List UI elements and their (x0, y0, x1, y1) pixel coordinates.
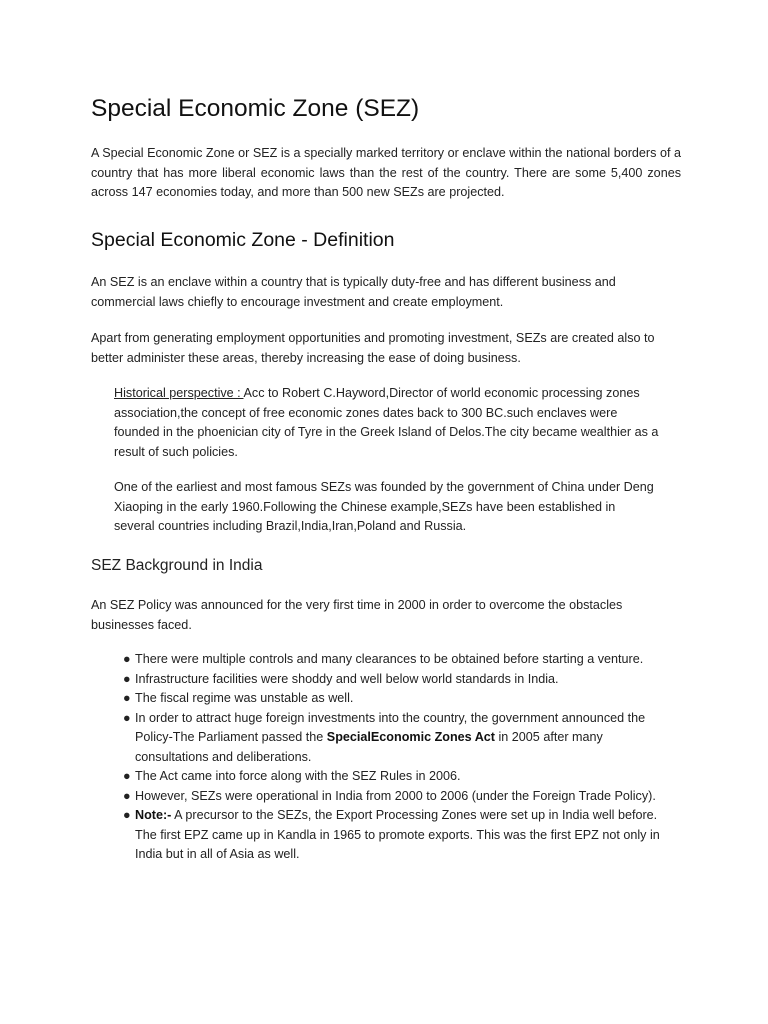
list-item: ● Note:- A precursor to the SEZs, the Export Processing Zones were set up in India well before. The first EPZ came up in Kandla in 1965 to promote exports. This was the first EPZ not only in India but in all of Asia as well. (123, 808, 660, 861)
page-title: Special Economic Zone (SEZ) (91, 95, 420, 122)
historical-label: Historical perspective : (114, 386, 244, 400)
historical-text: Acc to Robert C.Hayword,Director of world economic processing zones association,the concept of free economic zones dates back to 300 BC.such enclaves were founded in the phoenician city of Tyre in the Greek Island of Delos.The city became wealthier as a result of such policies. (114, 386, 659, 459)
definition-paragraph-2: Apart from generating employment opportunities and promoting investment, SEZs are created also to better administer these areas, thereby increasing the ease of doing business. (91, 331, 655, 365)
background-bullet-list (114, 650, 674, 865)
bullet-icon: ● (123, 769, 131, 783)
bullet-icon: ● (123, 788, 131, 803)
bullet-icon: ● (123, 652, 131, 666)
bullet-icon: ● (123, 710, 131, 725)
intro-paragraph: A Special Economic Zone or SEZ is a specially marked territory or enclave within the national borders of a country that has more liberal economic laws than the rest of the country. There are some 5,400 zones across 147 economies today, and more than 500 new SEZs are projected. (91, 146, 681, 199)
list-item: ● The fiscal regime was unstable as well. (114, 689, 674, 709)
bullet-icon: ● (123, 808, 131, 822)
historical-paragraph (114, 384, 659, 462)
list-item: ● However, SEZs were operational in India from 2000 to 2006 (under the Foreign Trade Policy). (114, 787, 674, 807)
background-intro: An SEZ Policy was announced for the very first time in 2000 in order to overcome the obstacles businesses faced. (91, 598, 623, 632)
definition-paragraph-1: An SEZ is an enclave within a country that is typically duty-free and has different business and commercial laws chiefly to encourage investment and create employment. (91, 275, 616, 309)
act-name: SpecialEconomic Zones Act (326, 730, 495, 744)
list-item: ● Infrastructure facilities were shoddy and well below world standards in India. (114, 670, 674, 690)
list-item: ● There were multiple controls and many clearances to be obtained before starting a venture. (114, 650, 674, 670)
bullet-icon: ● (123, 671, 131, 686)
definition-heading: Special Economic Zone - Definition (91, 229, 395, 251)
china-paragraph: One of the earliest and most famous SEZs was founded by the government of China under Deng Xiaoping in the early 1960.Following the Chinese example,SEZs have been established in several countries including Brazil,India,Iran,Poland and Russia. (114, 480, 654, 533)
background-heading: SEZ Background in India (91, 557, 263, 574)
list-item: ● In order to attract huge foreign investments into the country, the government announced the Policy-The Parliament passed the SpecialEconomic Zones Act in 2005 after many consultations and deliberations. (123, 710, 646, 764)
bullet-icon: ● (123, 691, 131, 705)
note-label: Note:- (135, 808, 172, 822)
list-item: ● The Act came into force along with the SEZ Rules in 2006. (114, 767, 674, 787)
